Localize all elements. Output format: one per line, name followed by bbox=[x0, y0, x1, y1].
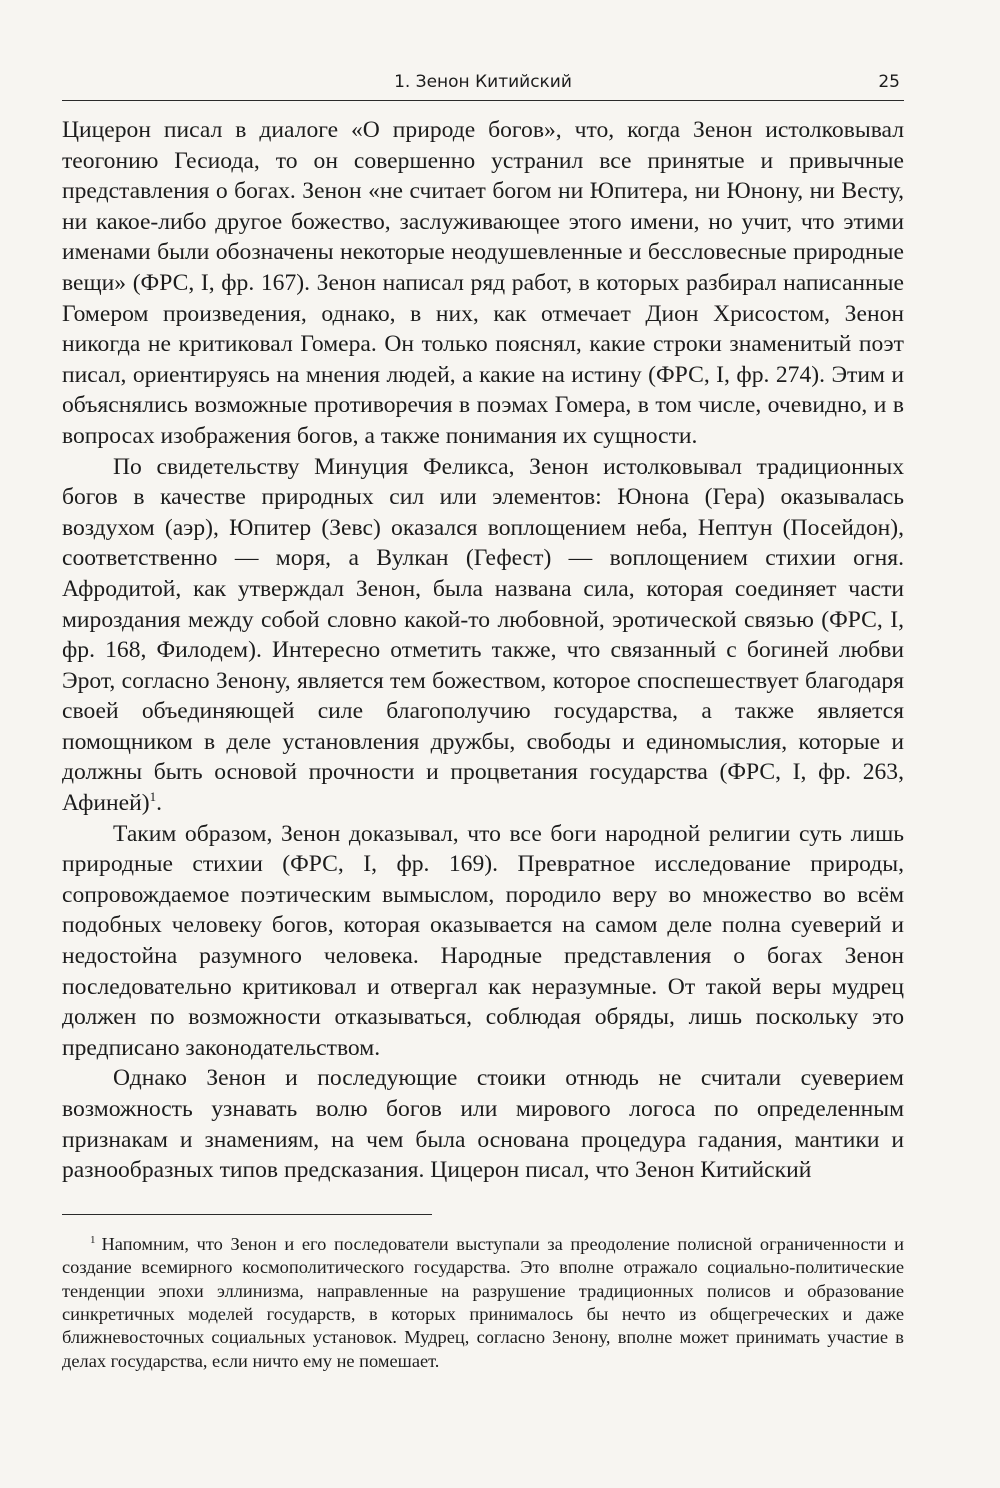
footnote-reference[interactable]: 1 bbox=[149, 789, 157, 805]
chapter-title: 1. Зенон Китийский bbox=[394, 72, 572, 92]
footnote-text: Напомним, что Зенон и его последователи выступали за преодоление полисной ограниченности и создание всемирного космополитического государства. Это вполне отражало социально-политические тенденции эпохи эллинизма, направленные на разрушение традиционных полисов и образование синкретичных моделей государств, в которых принималось бы нечто из общегреческих и даже ближневосточных социальных установок. Мудрец, согласно Зенону, вполне может принимать участие в делах государства, если ничто ему не помешает. bbox=[62, 1233, 904, 1371]
paragraph-tail: . bbox=[156, 790, 163, 817]
footnote-number: 1 bbox=[90, 1233, 96, 1246]
book-page bbox=[62, 60, 904, 1373]
paragraph: Таким образом, Зенон доказывал, что все боги народной религии суть лишь природные стихии (ФРС, I, фр. 169). Превратное исследование природы, сопровождаемое поэтическим вымыслом, породило веру во множество во всём подобных человеку богов, которая оказывается на самом деле полна суеверий и недостойна разумного человека. Народные представления о богах Зенон последовательно критиковал и отвергал как неразумные. От такой веры мудрец должен по возможности отказываться, соблюдая обряды, лишь поскольку это предписано законодательством. bbox=[62, 820, 904, 1061]
paragraph bbox=[62, 452, 904, 819]
paragraph-text: По свидетельству Минуция Феликса, Зенон истолковывал традиционных богов в качестве природных сил или элементов: Юнона (Гера) оказывалась воздухом (аэр), Юпитер (Зевс) оказался воплощением неба, Нептун (Посейдон), соответственно — моря, а Вулкан (Гефест) — воплощением стихии огня. Афродитой, как утверждал Зенон, была названа сила, которая соединяет части мироздания между собой словно какой-то любовной, эротической связью (ФРС, I, фр. 168, Филодем). Интересно отметить также, что связанный с богиней любви Эрот, согласно Зенону, является тем божеством, которое споспешествует благодаря своей объединяющей силе благополучию государства, а также является помощником в деле установления дружбы, свободы и единомыслия, которые и должны быть основой прочности и процветания государства (ФРС, I, фр. 263, Афиней) bbox=[62, 453, 904, 817]
page-number: 25 bbox=[878, 72, 900, 92]
footnote bbox=[62, 1233, 904, 1373]
paragraph: Однако Зенон и последующие стоики отнюдь не считали суеверием возможность узнавать волю богов или мирового логоса по определенным признакам и знамениям, на чем была основана процедура гадания, мантики и разнообразных типов предсказания. Цицерон писал, что Зенон Китийский bbox=[62, 1065, 904, 1184]
footnote-divider bbox=[62, 1214, 432, 1215]
paragraph: Цицерон писал в диалоге «О природе богов», что, когда Зенон истолковывал теогонию Гесиода, то он совершенно устранил все принятые и привычные представления о богах. Зенон «не считает богом ни Юпитера, ни Юнону, ни Весту, ни какое-либо другое божество, заслуживающее этого имени, но учит, что этими именами были обозначены некоторые неодушевленные и бессловесные природные вещи» (ФРС, I, фр. 167). Зенон написал ряд работ, в которых разбирал написанные Гомером произведения, однако, в них, как отмечает Дион Хрисостом, Зенон никогда не критиковал Гомера. Он только пояснял, какие строки знаменитый поэт писал, ориентируясь на мнения людей, а какие на истину (ФРС, I, фр. 274). Этим и объяснялись возможные противоречия в поэмах Гомера, в том числе, очевидно, и в вопросах изображения богов, а также понимания их сущности. bbox=[62, 117, 904, 449]
body-text bbox=[62, 115, 904, 1186]
running-header bbox=[62, 60, 904, 101]
